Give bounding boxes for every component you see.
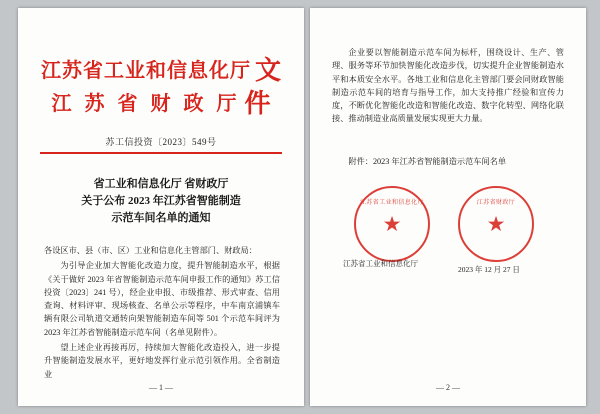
paragraph-body-1: 为引导企业加大智能化改造力度，提升智能制造水平，根据《关于做好 2023 年省智能制造示范车间申报工作的通知》苏工信投资〔2023〕241 号），经企业申报、市级推荐、形式审查、信用查询、材料评审、现场核查、名单公示等程序，中车南京浦镇车辆有限公司轨道交通转向架智能制造车间等 501 个示范车间评为 2023 年江苏省智能制造示范车间（名单见附件）。	[44, 261, 280, 337]
letterhead-jian-char: 件	[244, 89, 271, 118]
signature-date: 2023 年 12 月 27 日	[458, 265, 520, 274]
seal-arc-text-left: 江苏省工业和信息化厅	[359, 200, 424, 206]
letterhead-issuer-2: 江 苏 省 财 政 厅	[51, 93, 241, 115]
seal-arc-text-right: 江苏省财政厅	[476, 200, 516, 206]
body-text-page-1	[44, 244, 280, 383]
attachment-line: 附件：2023 年江苏省智能制造示范车间名单	[348, 157, 507, 166]
title-line-2: 关于公布 2023 年江苏省智能制造	[81, 195, 241, 208]
document-page-2	[310, 8, 586, 406]
paragraph-body-2: 望上述企业再接再厉，持续加大智能化改造投入，进一步提升智能制造发展水平，更好地发挥行业示范引领作用。全省制造业	[44, 342, 280, 379]
letterhead-wen-char: 文	[254, 56, 281, 85]
seal-star-icon-left: ★	[382, 211, 402, 236]
page-number-1: — 1 —	[149, 383, 173, 392]
body-text-page-2	[332, 46, 564, 128]
document-page-1	[18, 8, 304, 406]
official-seal-industry-icon	[354, 186, 430, 262]
title-line-1: 省工业和信息化厅 省财政厅	[93, 178, 229, 190]
letterhead-issuer-1: 江苏省工业和信息化厅	[40, 60, 251, 82]
signature-department: 江苏省工业和信息化厅	[343, 259, 418, 268]
letterhead	[18, 58, 304, 117]
document-number: 苏工信投资〔2023〕549号	[105, 137, 217, 147]
seal-star-icon-right: ★	[486, 211, 506, 236]
paragraph-salutation: 各设区市、县（市、区）工业和信息化主管部门、财政局：	[44, 246, 257, 255]
page-number-2: — 2 —	[436, 383, 460, 392]
letterhead-divider	[40, 152, 282, 154]
letterhead-row-2	[18, 91, 304, 117]
page-title	[44, 176, 278, 227]
paragraph-body-3: 企业要以智能制造示范车间为标杆，围绕设计、生产、管理、服务等环节加快智能化改造步伐，切实提升企业智能制造水平和本质安全水平。各地工业和信息化主管部门要会同财政智能制造示范车间的培育与指导工作，加大支持推广经验和宣传力度，不断优化智能化改造和智能化改造、数字化转型、网络化联接、推动制造业高质量发展实现更大力量。	[332, 48, 564, 124]
title-line-3: 示范车间名单的通知	[111, 212, 211, 225]
official-seal-finance-icon	[458, 186, 534, 262]
letterhead-row-1	[18, 58, 304, 84]
